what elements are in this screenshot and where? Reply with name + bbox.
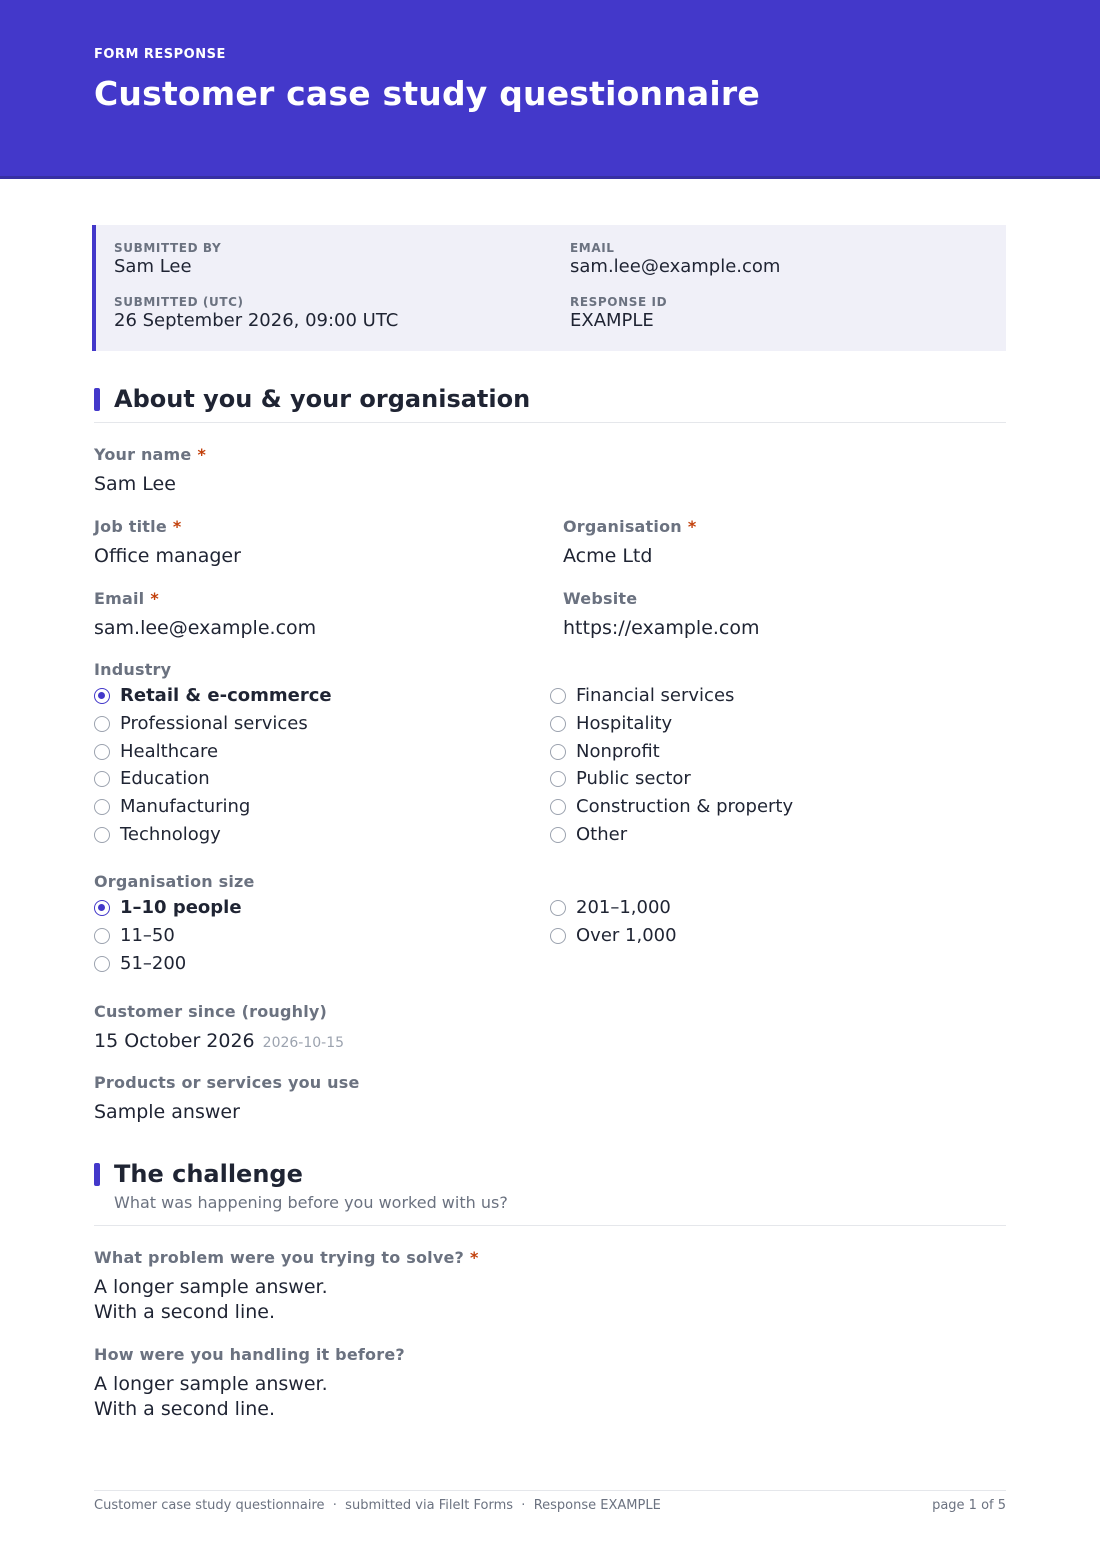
field-value xyxy=(94,1372,405,1422)
required-marker: * xyxy=(197,445,207,464)
date-display: 15 October 2026 xyxy=(94,1030,255,1052)
submitted-by xyxy=(114,241,221,277)
field-value: https://example.com xyxy=(563,617,760,639)
field-products xyxy=(94,1073,360,1125)
field-label-text: Email xyxy=(94,589,145,608)
radio-icon xyxy=(94,716,110,732)
field-label: Industry xyxy=(94,660,172,679)
industry-option[interactable] xyxy=(550,795,793,819)
section-title-about xyxy=(94,385,530,413)
industry-option[interactable] xyxy=(94,684,332,708)
option-label: Nonprofit xyxy=(576,741,660,762)
industry-option[interactable] xyxy=(550,767,691,791)
field-label: How were you handling it before? xyxy=(94,1345,405,1364)
field-problem xyxy=(94,1248,479,1325)
radio-icon xyxy=(94,928,110,944)
page-number: page 1 of 5 xyxy=(932,1498,1006,1513)
answer-line: A longer sample answer. xyxy=(94,1276,328,1298)
radio-icon xyxy=(550,771,566,787)
radio-icon xyxy=(94,827,110,843)
radio-icon xyxy=(550,900,566,916)
submitted-utc-value: 26 September 2026, 09:00 UTC xyxy=(114,310,399,331)
field-label xyxy=(94,589,316,608)
date-iso-hint: 2026-10-15 xyxy=(262,1035,345,1051)
field-your-name xyxy=(94,445,206,497)
submitted-by-value: Sam Lee xyxy=(114,256,192,277)
section-title-text: The challenge xyxy=(114,1160,303,1188)
field-value xyxy=(94,1029,344,1056)
form-title: Customer case study questionnaire xyxy=(94,74,760,113)
field-label xyxy=(94,517,241,536)
field-customer-since xyxy=(94,1002,344,1056)
radio-icon xyxy=(550,799,566,815)
industry-option[interactable] xyxy=(550,740,660,764)
field-email xyxy=(94,589,316,641)
field-label: Organisation size xyxy=(94,872,255,891)
field-label xyxy=(94,1248,479,1267)
form-header xyxy=(0,0,1100,179)
option-label: Other xyxy=(576,824,628,845)
industry-option[interactable] xyxy=(94,740,218,764)
field-org-size xyxy=(94,872,255,891)
field-label xyxy=(563,517,696,536)
option-label: Over 1,000 xyxy=(576,925,677,946)
section-title-text: About you & your organisation xyxy=(114,385,531,413)
option-label: Professional services xyxy=(120,713,308,734)
radio-icon xyxy=(94,799,110,815)
field-handling xyxy=(94,1345,405,1422)
option-label: Hospitality xyxy=(576,713,673,734)
industry-option[interactable] xyxy=(550,823,627,847)
option-label: 51–200 xyxy=(120,953,187,974)
option-label: Retail & e-commerce xyxy=(120,685,332,706)
industry-option[interactable] xyxy=(550,712,672,736)
email-label: EMAIL xyxy=(570,241,615,255)
industry-option[interactable] xyxy=(94,795,250,819)
option-label: Financial services xyxy=(576,685,735,706)
radio-icon xyxy=(550,688,566,704)
footer-divider xyxy=(94,1490,1006,1491)
section-title-challenge xyxy=(94,1160,303,1188)
field-value: Sam Lee xyxy=(94,473,176,495)
response-id-value: EXAMPLE xyxy=(570,310,654,331)
radio-icon xyxy=(94,744,110,760)
answer-line: With a second line. xyxy=(94,1301,275,1323)
option-label: Manufacturing xyxy=(120,796,251,817)
footer-text: Customer case study questionnaire · submitted via FileIt Forms · Response EXAMPLE xyxy=(94,1498,661,1513)
section-divider xyxy=(94,422,1006,423)
field-label: Products or services you use xyxy=(94,1073,360,1092)
radio-icon xyxy=(550,928,566,944)
org-size-option[interactable] xyxy=(94,952,186,976)
field-value: sam.lee@example.com xyxy=(94,617,317,639)
field-label-text: Job title xyxy=(94,517,167,536)
response-id-label: RESPONSE ID xyxy=(570,295,668,309)
header-kicker: FORM RESPONSE xyxy=(94,47,226,62)
option-label: Construction & property xyxy=(576,796,794,817)
option-label: Technology xyxy=(120,824,221,845)
field-label-text: Organisation xyxy=(563,517,682,536)
option-label: 201–1,000 xyxy=(576,897,671,918)
radio-icon xyxy=(550,716,566,732)
radio-selected-icon xyxy=(94,688,110,704)
option-label: Healthcare xyxy=(120,741,219,762)
org-size-option[interactable] xyxy=(550,924,677,948)
option-label: Education xyxy=(120,768,210,789)
field-label-text: What problem were you trying to solve? xyxy=(94,1248,464,1267)
field-industry xyxy=(94,660,171,679)
submitter-email xyxy=(570,241,780,277)
submitted-utc-label: SUBMITTED (UTC) xyxy=(114,295,244,309)
section-accent-bar xyxy=(94,388,100,411)
submission-meta-panel xyxy=(92,225,1006,351)
section-accent-bar xyxy=(94,1163,100,1186)
option-label: 1–10 people xyxy=(120,897,242,918)
field-value xyxy=(94,1275,479,1325)
industry-option[interactable] xyxy=(94,767,210,791)
answer-line: With a second line. xyxy=(94,1398,275,1420)
required-marker: * xyxy=(687,517,697,536)
radio-icon xyxy=(550,744,566,760)
section-divider xyxy=(94,1225,1006,1226)
submitted-time xyxy=(114,295,398,331)
radio-icon xyxy=(94,956,110,972)
field-website xyxy=(563,589,760,641)
email-value: sam.lee@example.com xyxy=(570,256,781,277)
answer-line: A longer sample answer. xyxy=(94,1373,328,1395)
field-value: Acme Ltd xyxy=(563,545,653,567)
option-label: Public sector xyxy=(576,768,691,789)
field-value: Sample answer xyxy=(94,1101,240,1123)
section-subtitle: What was happening before you worked with us? xyxy=(114,1193,508,1212)
industry-option[interactable] xyxy=(94,823,221,847)
org-size-option[interactable] xyxy=(94,896,242,920)
radio-selected-icon xyxy=(94,900,110,916)
field-organisation xyxy=(563,517,696,569)
radio-icon xyxy=(550,827,566,843)
required-marker: * xyxy=(470,1248,479,1267)
field-value: Office manager xyxy=(94,545,241,567)
required-marker: * xyxy=(150,589,159,608)
industry-option[interactable] xyxy=(94,712,308,736)
org-size-option[interactable] xyxy=(550,896,671,920)
option-label: 11–50 xyxy=(120,925,175,946)
response-id xyxy=(570,295,667,331)
required-marker: * xyxy=(172,517,182,536)
submitted-by-label: SUBMITTED BY xyxy=(114,241,222,255)
field-label: Customer since (roughly) xyxy=(94,1002,328,1021)
field-label-text: Your name xyxy=(94,445,192,464)
field-label: Website xyxy=(563,589,638,608)
org-size-option[interactable] xyxy=(94,924,175,948)
industry-option[interactable] xyxy=(550,684,734,708)
field-job-title xyxy=(94,517,241,569)
field-label xyxy=(94,445,206,464)
radio-icon xyxy=(94,771,110,787)
